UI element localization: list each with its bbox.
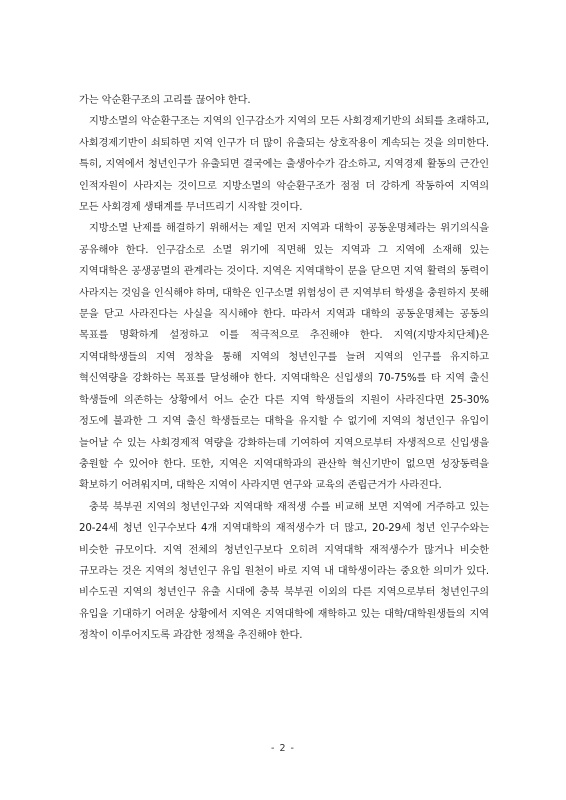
paragraph-shared-destiny: 지방소멸 난제를 해결하기 위해서는 제일 먼저 지역과 대학이 공동운명체라는 위기의식을 공유해야 한다. 인구감소로 소멸 위기에 직면해 있는 지역과 그 지역에 소재해 있는 지역대학은 공생공멸의 관계라는 것이다. 지역은 지역대학이 문을 닫으면 지역 활력의 동력이 사라지는 것임을 인식해야 하며, 대학은 인구소멸 위험성이 큰 지역부터 학생을 충원하지 못해 문을 닫고 사라진다는 사실을 직시해야 한다. 따라서 지역과 대학의 공동운명체는 공동의 목표를 명확하게 설정하고 이를 적극적으로 추진해야 한다. 지역(지방자치단체)은 지역대학생들의 지역 정착을 통해 지역의 청년인구를 늘려 지역의 인구를 유지하고 혁신역량을 강화하는 목표를 달성해야 한다. 지역대학은 신입생의 70-75%를 타 지역 출신 학생들에 의존하는 상황에서 어느 순간 다른 지역 학생들의 지원이 사라진다면 25-30% 정도에 불과한 그 지역 출신 학생들로는 대학을 유지할 수 없기에 지역의 청년인구 유입이 늘어날 수 있는 사회경제적 역량을 강화하는데 기여하여 지역으로부터 자생적으로 신입생을 충원할 수 있어야 한다. 또한, 지역은 지역대학과의 관산학 혁신기반이 없으면 성장동력을 확보하기 어려워지며, 대학은 지역이 사라지면 연구와 교육의 존립근거가 사라진다. xyxy=(79,223,489,492)
paragraph-vicious-cycle: 지방소멸의 악순환구조는 지역의 인구감소가 지역의 모든 사회경제기반의 쇠퇴를 초래하고, 사회경제기반이 쇠퇴하면 지역 인구가 더 많이 유출되는 상호작용이 계속되는 것을 의미한다. 특히, 지역에서 청년인구가 유출되면 결국에는 출생아수가 감소하고, 지역경제 활동의 근간인 인적자원이 사라지는 것이므로 지방소멸의 악순환구조가 점점 더 강하게 작동하여 지역의 모든 사회경제 생태계를 무너뜨리기 시작할 것이다. xyxy=(79,116,489,214)
page-number: - 2 - xyxy=(271,743,295,754)
paragraph-chungbuk-north: 충북 북부권 지역의 청년인구와 지역대학 재적생 수를 비교해 보면 지역에 거주하고 있는 20-24세 청년 인구수보다 4개 지역대학의 재적생수가 더 많고, 20-29세 청년 인구수와는 비슷한 규모이다. 지역 전체의 청년인구보다 오히려 지역대학 재적생수가 많거나 비슷한 규모라는 것은 지역의 청년인구 유입 원천이 바로 지역 내 대학생이라는 중요한 의미가 있다. 비수도권 지역의 청년인구 유출 시대에 충북 북부권 이외의 다른 지역으로부터 청년인구의 유입을 기대하기 어려운 상황에서 지역은 지역대학에 재학하고 있는 대학/대학원생들의 지역 정착이 이루어지도록 과감한 정책을 추진해야 한다. xyxy=(79,501,489,642)
paragraph-continuation: 가는 악순환구조의 고리를 끊어야 한다. xyxy=(79,95,251,106)
body-text xyxy=(79,90,489,647)
